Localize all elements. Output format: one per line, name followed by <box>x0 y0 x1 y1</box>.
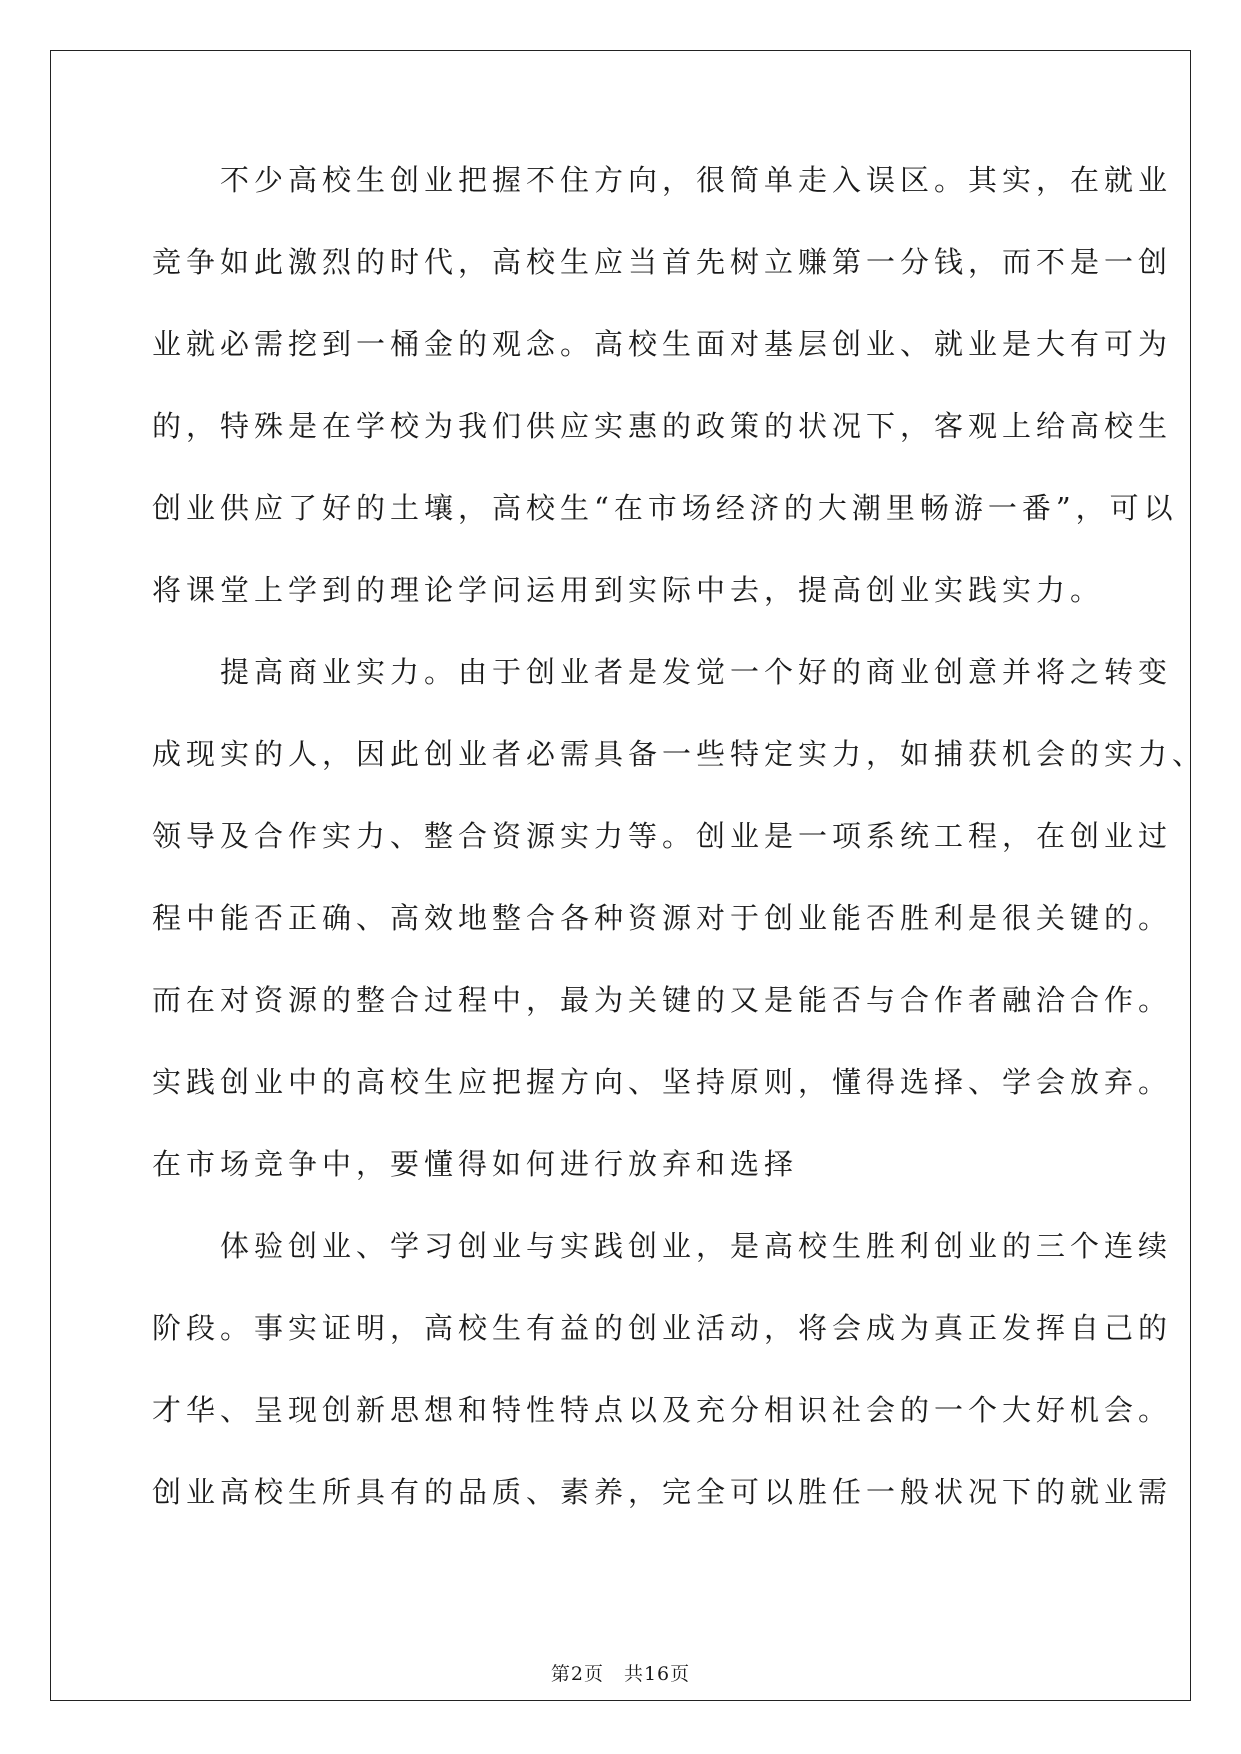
text-line: 成现实的人，因此创业者必需具备一些特定实力，如捕获机会的实力、 <box>152 737 1207 771</box>
text-line: 提高商业实力。由于创业者是发觉一个好的商业创意并将之转变 <box>152 655 1173 689</box>
text-line: 而在对资源的整合过程中，最为关键的又是能否与合作者融洽合作。 <box>152 983 1173 1017</box>
text-line: 才华、呈现创新思想和特性特点以及充分相识社会的一个大好机会。 <box>152 1393 1173 1427</box>
text-line: 竞争如此激烈的时代，高校生应当首先树立赚第一分钱，而不是一创 <box>152 245 1173 279</box>
text-line: 体验创业、学习创业与实践创业，是高校生胜利创业的三个连续 <box>152 1229 1173 1263</box>
text-line: 实践创业中的高校生应把握方向、坚持原则，懂得选择、学会放弃。 <box>152 1065 1173 1099</box>
text-line: 程中能否正确、高效地整合各种资源对于创业能否胜利是很关键的。 <box>152 901 1173 935</box>
document-body <box>152 160 1207 1513</box>
text-line: 不少高校生创业把握不住方向，很简单走入误区。其实，在就业 <box>152 163 1173 197</box>
text-line: 创业供应了好的土壤，高校生“在市场经济的大潮里畅游一番”，可以 <box>152 491 1178 525</box>
text-line: 创业高校生所具有的品质、素养，完全可以胜任一般状况下的就业需 <box>152 1475 1173 1509</box>
text-line: 在市场竞争中，要懂得如何进行放弃和选择 <box>152 1147 799 1181</box>
page-number: 第2页 共16页 <box>550 1663 691 1685</box>
text-line: 领导及合作实力、整合资源实力等。创业是一项系统工程，在创业过 <box>152 819 1173 853</box>
text-line: 将课堂上学到的理论学问运用到实际中去，提高创业实践实力。 <box>152 573 1105 607</box>
text-line: 业就必需挖到一桶金的观念。高校生面对基层创业、就业是大有可为 <box>152 327 1173 361</box>
text-line: 的，特殊是在学校为我们供应实惠的政策的状况下，客观上给高校生 <box>152 409 1173 443</box>
text-line: 阶段。事实证明，高校生有益的创业活动，将会成为真正发挥自己的 <box>152 1311 1173 1345</box>
